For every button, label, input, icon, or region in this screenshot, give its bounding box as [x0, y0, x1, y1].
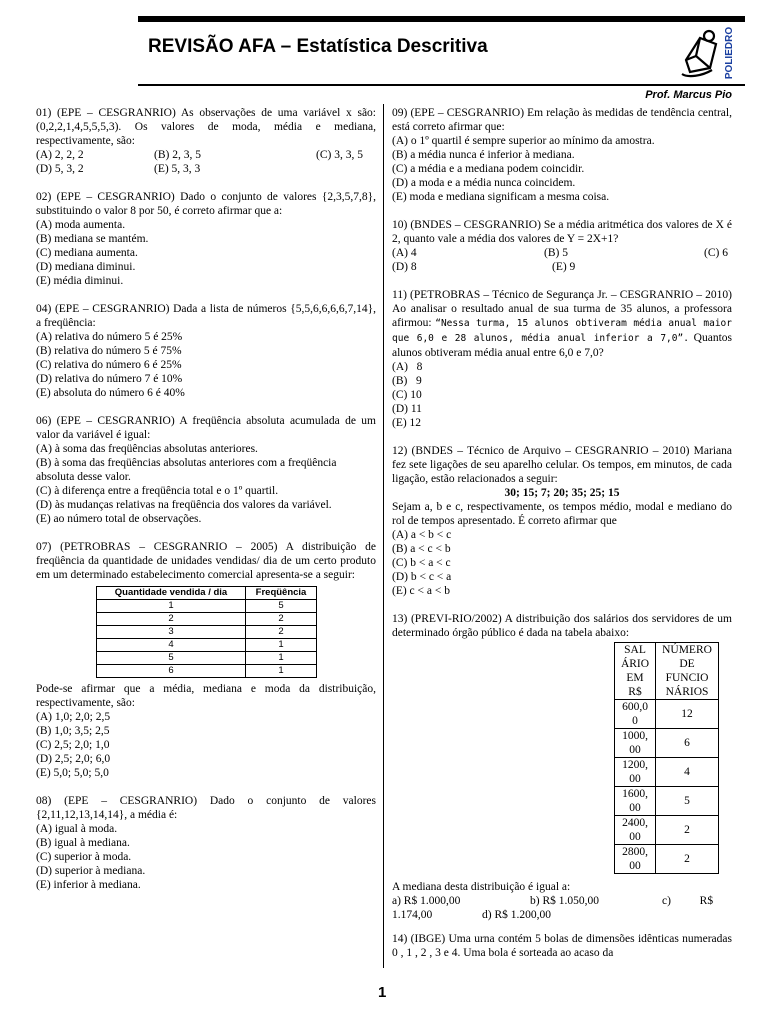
question-text: Sejam a, b e c, respectivamente, os tempos médio, modal e mediano do rol de tempos apresentado. É correto afirmar que	[392, 501, 732, 527]
option: (B) 5	[544, 247, 568, 259]
option: (D) a moda e a média nunca coincidem.	[392, 177, 576, 189]
table-row	[97, 652, 317, 665]
table-cell: 2	[656, 816, 719, 845]
option: (D) 5, 3, 2	[36, 163, 84, 175]
option: (B) igual à mediana.	[36, 837, 130, 849]
question-12	[392, 444, 732, 598]
table-cell: 2	[97, 613, 246, 626]
option-row	[392, 894, 732, 908]
question-stem: 09) (EPE – CESGRANRIO) Em relação às medidas de tendência central, está correto afirmar que:	[392, 107, 732, 133]
header-top-rule	[138, 16, 745, 22]
table-cell: 5	[97, 652, 246, 665]
question-text: A mediana desta distribuição é igual a:	[392, 881, 571, 893]
page-title: REVISÃO AFA – Estatística Descritiva	[148, 36, 488, 57]
question-02	[36, 190, 376, 288]
option: (B) 1,0; 3,5; 2,5	[36, 725, 110, 737]
table-cell: 1	[246, 639, 317, 652]
option-row	[392, 246, 732, 260]
salary-table	[614, 642, 719, 874]
table-row	[615, 700, 719, 729]
table-cell: 3	[97, 626, 246, 639]
option: (B) a < c < b	[392, 543, 451, 555]
table-row	[615, 787, 719, 816]
question-06	[36, 414, 376, 526]
option: (E) inferior à mediana.	[36, 879, 141, 891]
table-row	[97, 626, 317, 639]
table-cell: 12	[656, 700, 719, 729]
table-cell: 2800, 00	[615, 845, 656, 874]
poliedro-logo	[676, 24, 740, 82]
option: (A) igual à moda.	[36, 823, 118, 835]
option: (D) relativa do número 7 é 10%	[36, 373, 183, 385]
option: (D) superior à mediana.	[36, 865, 146, 877]
logo-text: POLIEDRO	[724, 26, 735, 80]
option: (C) a média e a mediana podem coincidir.	[392, 163, 585, 175]
question-10	[392, 218, 732, 274]
table-cell: 4	[97, 639, 246, 652]
option: (E) 5,0; 5,0; 5,0	[36, 767, 109, 779]
option: (B) 2, 3, 5	[154, 149, 201, 161]
option: (C) 2,5; 2,0; 1,0	[36, 739, 110, 751]
option: 1.174,00	[392, 909, 433, 921]
option: (E) c < a < b	[392, 585, 450, 597]
option: (B) a média nunca é inferior à mediana.	[392, 149, 575, 161]
option: (E) 5, 3, 3	[154, 163, 201, 175]
option: (D) mediana diminui.	[36, 261, 136, 273]
table-cell: 1000, 00	[615, 729, 656, 758]
option: (E) 9	[552, 261, 576, 273]
table-header-row	[615, 643, 719, 700]
quote: “Nessa turma, 15 alunos obtiveram média anual maior que 6,0 e 28 alunos, média anual inferior a 7,0”.	[392, 318, 732, 344]
table-header: Quantidade vendida / dia	[97, 587, 246, 600]
table-cell: 6	[656, 729, 719, 758]
question-stem-text: 11) (PETROBRAS – Técnico de Segurança Jr. – CESGRANRIO – 2010) Ao analisar o resultado anual de sua turma de 35 alunos, a professora afirmou:	[392, 289, 732, 329]
table-cell: 2	[656, 845, 719, 874]
table-cell: 1	[246, 652, 317, 665]
table-row	[615, 816, 719, 845]
question-08	[36, 794, 376, 892]
option: (D) 11	[392, 403, 422, 415]
question-stem: 08) (EPE – CESGRANRIO) Dado o conjunto de valores {2,11,12,13,14,14}, a média é:	[36, 795, 376, 821]
option: (E) moda e mediana significam a mesma coisa.	[392, 191, 610, 203]
option: (C) 10	[392, 389, 422, 401]
table-cell: 1	[97, 600, 246, 613]
option: (A) o 1º quartil é sempre superior ao mínimo da amostra.	[392, 135, 655, 147]
option: (A) 2, 2, 2	[36, 149, 84, 161]
table-header: NÚMERO DE FUNCIO NÁRIOS	[656, 643, 719, 700]
table-cell: 4	[656, 758, 719, 787]
question-09	[392, 106, 732, 204]
data-list: 30; 15; 7; 20; 35; 25; 15	[504, 487, 620, 499]
question-04	[36, 302, 376, 400]
table-row	[615, 729, 719, 758]
option: (B) à soma das freqüências absolutas anteriores com a freqüência absoluta desse valor.	[36, 457, 337, 483]
option: (C) mediana aumenta.	[36, 247, 138, 259]
table-header: Freqüência	[246, 587, 317, 600]
table-row	[97, 600, 317, 613]
option: (A) relativa do número 5 é 25%	[36, 331, 183, 343]
question-stem: 12) (BNDES – Técnico de Arquivo – CESGRANRIO – 2010) Mariana fez sete ligações de seu aparelho celular. Os tempos, em minutos, de cada ligação, estão relacionados a seguir:	[392, 445, 732, 485]
question-stem: 02) (EPE – CESGRANRIO) Dado o conjunto de valores {2,3,5,7,8}, substituindo o valor 8 por 50, é correto afirmar que a:	[36, 191, 376, 217]
header-bottom-rule	[138, 84, 745, 86]
table-cell: 1600, 00	[615, 787, 656, 816]
question-stem: 10) (BNDES – CESGRANRIO) Se a média aritmética dos valores de X é 2, quanto vale a média dos valores de Y = 2X+1?	[392, 219, 732, 245]
option: (D) 2,5; 2,0; 6,0	[36, 753, 111, 765]
option: (C) superior à moda.	[36, 851, 132, 863]
option: (A) à soma das freqüências absolutas anteriores.	[36, 443, 258, 455]
option: (C) 6	[704, 247, 728, 259]
question-stem: 04) (EPE – CESGRANRIO) Dada a lista de números {5,5,6,6,6,6,7,14}, a freqüência:	[36, 303, 376, 329]
table-cell: 2	[246, 626, 317, 639]
question-13	[392, 612, 732, 922]
question-07	[36, 540, 376, 780]
column-divider	[383, 104, 384, 968]
option-row	[392, 908, 732, 922]
left-column	[36, 106, 376, 906]
table-cell: 5	[246, 600, 317, 613]
option: (C) 3, 3, 5	[316, 149, 363, 161]
option: c) R$	[662, 895, 714, 907]
question-stem-text: Quantos alunos obtiveram média anual entre 6,0 e 7,0?	[392, 332, 732, 359]
question-01	[36, 106, 376, 176]
table-row	[97, 665, 317, 678]
option: (A) 8	[392, 361, 423, 373]
option: (C) relativa do número 6 é 25%	[36, 359, 182, 371]
table-cell: 6	[97, 665, 246, 678]
question-11	[392, 288, 732, 430]
option: (E) ao número total de observações.	[36, 513, 202, 525]
question-stem: 01) (EPE – CESGRANRIO) As observações de uma variável x são: (0,2,2,1,4,5,5,5,3). Os valores de moda, média e mediana, respectivamente, são:	[36, 107, 376, 147]
question-stem: 14) (IBGE) Uma urna contém 5 bolas de dimensões idênticas numeradas 0 , 1 , 2 , 3 e 4. Uma bola é sorteada ao acaso da	[392, 933, 732, 959]
option: (C) b < a < c	[392, 557, 451, 569]
option: (A) a < b < c	[392, 529, 452, 541]
table-row	[615, 758, 719, 787]
option: (A) 4	[392, 247, 417, 259]
option: (A) 1,0; 2,0; 2,5	[36, 711, 111, 723]
table-row	[615, 845, 719, 874]
table-cell: 2	[246, 613, 317, 626]
table-header: SAL ÁRIO EM R$	[615, 643, 656, 700]
frequency-table	[96, 586, 317, 678]
question-stem: 07) (PETROBRAS – CESGRANRIO – 2005) A distribuição de freqüência da quantidade de unidades vendidas/ dia de um certo produto em um determinado estabelecimento comercial apresenta-se a seguir:	[36, 541, 376, 581]
option: (E) absoluta do número 6 é 40%	[36, 387, 185, 399]
table-cell: 600,0 0	[615, 700, 656, 729]
option-row	[392, 260, 732, 274]
table-cell: 1	[246, 665, 317, 678]
table-row	[97, 613, 317, 626]
table-cell: 5	[656, 787, 719, 816]
option: (A) moda aumenta.	[36, 219, 126, 231]
option-row	[36, 148, 376, 162]
question-text: Pode-se afirmar que a média, mediana e moda da distribuição, respectivamente, são:	[36, 683, 376, 709]
option: (C) à diferença entre a freqüência total e o 1º quartil.	[36, 485, 279, 497]
table-cell: 2400, 00	[615, 816, 656, 845]
page-number: 1	[378, 984, 387, 1001]
option-row	[36, 162, 376, 176]
question-stem	[392, 288, 732, 360]
option: (D) b < c < a	[392, 571, 452, 583]
option: (E) média diminui.	[36, 275, 124, 287]
option: (D) 8	[392, 261, 417, 273]
table-cell: 1200, 00	[615, 758, 656, 787]
author-name: Prof. Marcus Pio	[645, 89, 732, 101]
question-stem: 06) (EPE – CESGRANRIO) A freqüência absoluta acumulada de um valor da variável é igual:	[36, 415, 376, 441]
option: b) R$ 1.050,00	[530, 895, 599, 907]
option: (B) mediana se mantém.	[36, 233, 149, 245]
question-14	[392, 932, 732, 960]
option: (B) relativa do número 5 é 75%	[36, 345, 182, 357]
table-row	[97, 639, 317, 652]
option: a) R$ 1.000,00	[392, 895, 461, 907]
option: (B) 9	[392, 375, 422, 387]
option: d) R$ 1.200,00	[482, 909, 551, 921]
right-column	[392, 106, 732, 974]
option: (E) 12	[392, 417, 422, 429]
option: (D) às mudanças relativas na freqüência dos valores da variável.	[36, 499, 332, 511]
question-stem: 13) (PREVI-RIO/2002) A distribuição dos salários dos servidores de um determinado órgão público é dada na tabela abaixo:	[392, 613, 732, 639]
